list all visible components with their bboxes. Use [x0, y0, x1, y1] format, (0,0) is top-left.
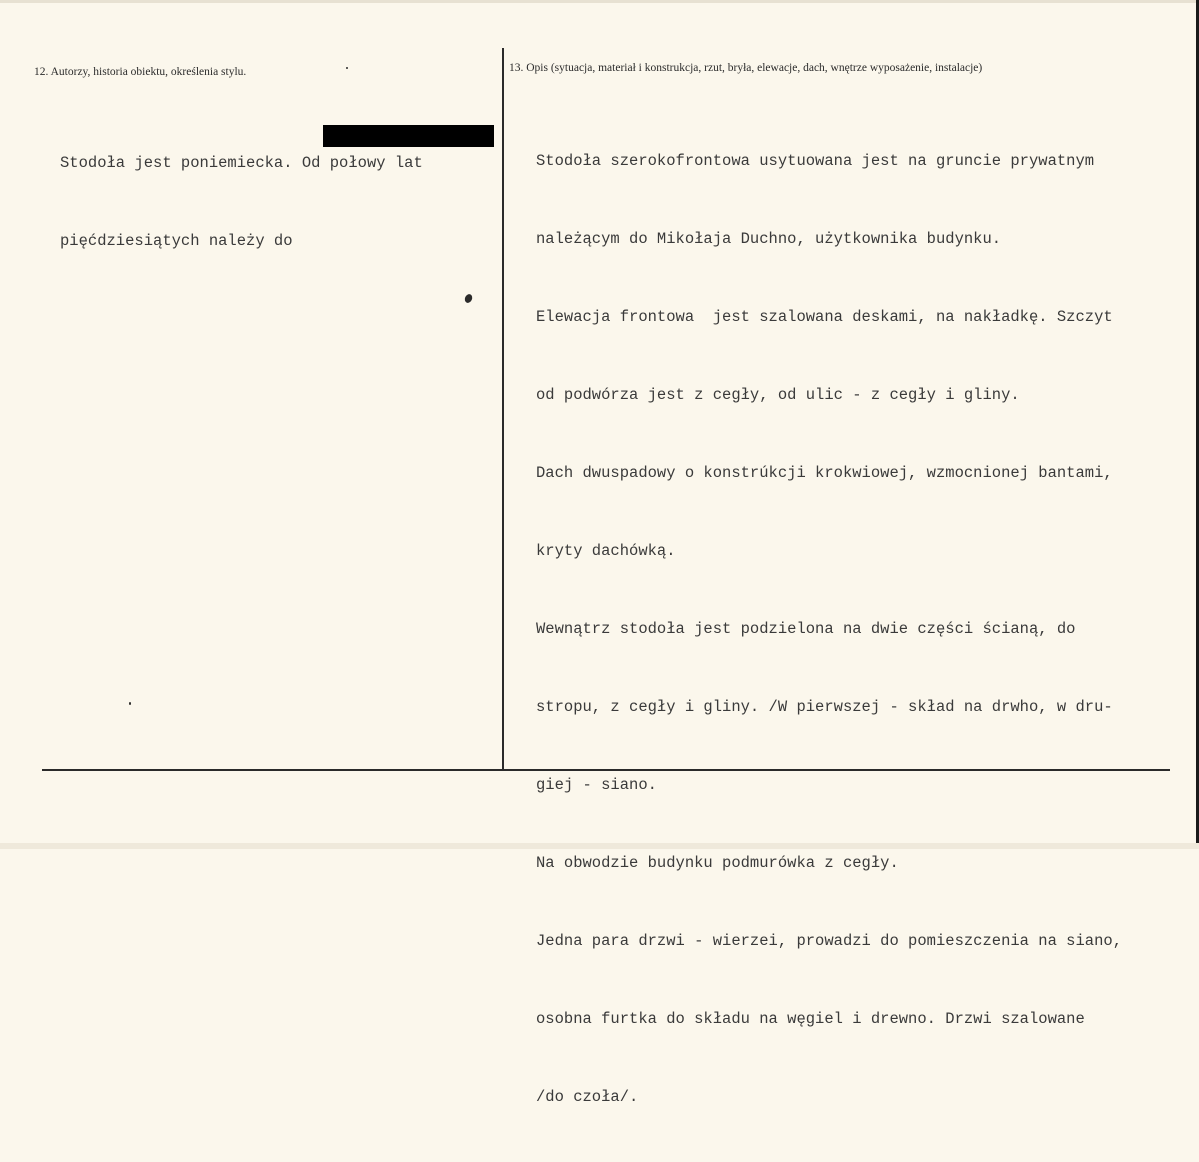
- section-13-line: stropu, z cegły i gliny. /W pierwszej - skład na drwho, w dru-: [536, 698, 1113, 716]
- section-13-line: Jedna para drzwi - wierzei, prowadzi do pomieszczenia na siano,: [536, 932, 1122, 950]
- section-13-line: Na obwodzie budynku podmurówka z cegły.: [536, 854, 899, 872]
- section-13-label: 13. Opis (sytuacja, materiał i konstrukcja, rzut, bryła, elewacje, dach, wnętrze wyposażenie, instalacje): [509, 62, 983, 74]
- ink-dot: [346, 67, 348, 69]
- section-13-line: Stodoła szerokofrontowa usytuowana jest na gruncie prywatnym: [536, 152, 1095, 170]
- section-13-line: Dach dwuspadowy o konstrúkcji krokwiowej, wzmocnionej bantami,: [536, 464, 1113, 482]
- section-12-line: Stodoła jest poniemiecka. Od połowy lat: [60, 154, 423, 172]
- section-13-text: [536, 96, 1122, 1162]
- ink-dot: [129, 702, 131, 705]
- ink-smudge: [463, 293, 473, 304]
- section-13-line: giej - siano.: [536, 776, 657, 794]
- section-13-line: osobna furtka do składu na węgiel i drewno. Drzwi szalowane: [536, 1010, 1085, 1028]
- section-13-line: należącym do Mikołaja Duchno, użytkownika budynku.: [536, 230, 1002, 248]
- redaction-bar: [323, 125, 494, 147]
- top-edge: [0, 0, 1199, 3]
- section-13-line: od podwórza jest z cegły, od ulic - z cegły i gliny.: [536, 386, 1020, 404]
- section-12-line: pięćdziesiątych należy do: [60, 232, 293, 250]
- section-13-line: Elewacja frontowa jest szalowana deskami, na nakładkę. Szczyt: [536, 308, 1113, 326]
- section-13-line: kryty dachówką.: [536, 542, 676, 560]
- column-divider: [502, 48, 504, 770]
- section-12-label: 12. Autorzy, historia obiektu, określenia stylu.: [34, 66, 247, 78]
- section-13-line: /do czoła/.: [536, 1088, 639, 1106]
- section-13-line: Wewnątrz stodoła jest podzielona na dwie części ścianą, do: [536, 620, 1076, 638]
